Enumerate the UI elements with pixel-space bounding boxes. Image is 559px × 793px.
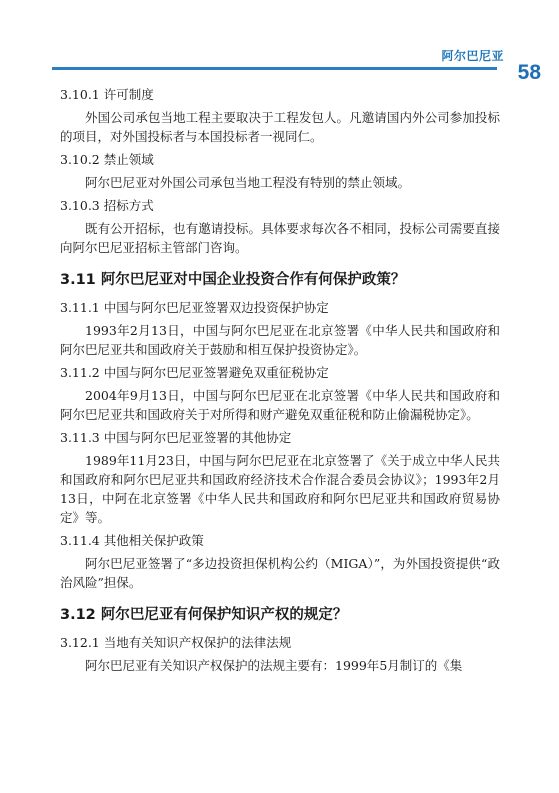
header-rule [52, 67, 497, 70]
section-heading-3-11-4: 3.11.4 其他相关保护政策 [60, 533, 204, 548]
page-body [60, 86, 500, 675]
section-heading-3-11: 3.11 阿尔巴尼亚对中国企业投资合作有何保护政策？ [60, 272, 406, 288]
section-heading-3-10-1: 3.10.1 许可制度 [60, 87, 154, 102]
section-heading-3-11-2: 3.11.2 中国与阿尔巴尼亚签署避免双重征税协定 [60, 365, 329, 380]
section-heading-3-11-1: 3.11.1 中国与阿尔巴尼亚签署双边投资保护协定 [60, 300, 329, 315]
running-header-title: 阿尔巴尼亚 [441, 49, 504, 63]
paragraph-3-11-4: 阿尔巴尼亚签署了“多边投资担保机构公约（MIGA）”，为外国投资提供“政治风险”担保。 [60, 556, 500, 590]
paragraph-3-10-2: 阿尔巴尼亚对外国公司承包当地工程没有特别的禁止领域。 [85, 175, 411, 190]
paragraph-3-11-1: 1993年2月13日，中国与阿尔巴尼亚在北京签署《中华人民共和国政府和阿尔巴尼亚共和国政府关于鼓励和相互保护投资协定》。 [60, 323, 500, 357]
paragraph-3-10-3: 既有公开招标，也有邀请投标。具体要求每次各不相同，投标公司需要直接向阿尔巴尼亚招标主管部门咨询。 [60, 221, 500, 255]
section-heading-3-11-3: 3.11.3 中国与阿尔巴尼亚签署的其他协定 [60, 430, 292, 445]
paragraph-3-12-1: 阿尔巴尼亚有关知识产权保护的法规主要有：1999年5月制订的《集 [85, 658, 463, 673]
section-heading-3-10-3: 3.10.3 招标方式 [60, 198, 154, 213]
paragraph-3-11-3: 1989年11月23日，中国与阿尔巴尼亚在北京签署了《关于成立中华人民共和国政府和阿尔巴尼亚共和国政府经济技术合作混合委员会协议》；1993年2月13日，中阿在北京签署《中华人民共和国政府和阿尔巴尼亚共和国政府贸易协定》等。 [60, 453, 500, 525]
paragraph-3-10-1: 外国公司承包当地工程主要取决于工程发包人。凡邀请国内外公司参加投标的项目，对外国投标者与本国投标者一视同仁。 [60, 110, 500, 144]
page-number: 58 [517, 61, 541, 84]
paragraph-3-11-2: 2004年9月13日，中国与阿尔巴尼亚在北京签署《中华人民共和国政府和阿尔巴尼亚共和国政府关于对所得和财产避免双重征税和防止偷漏税协定》。 [60, 388, 500, 422]
section-heading-3-12-1: 3.12.1 当地有关知识产权保护的法律法规 [60, 635, 292, 650]
section-heading-3-10-2: 3.10.2 禁止领域 [60, 152, 154, 167]
section-heading-3-12: 3.12 阿尔巴尼亚有何保护知识产权的规定？ [60, 607, 348, 623]
